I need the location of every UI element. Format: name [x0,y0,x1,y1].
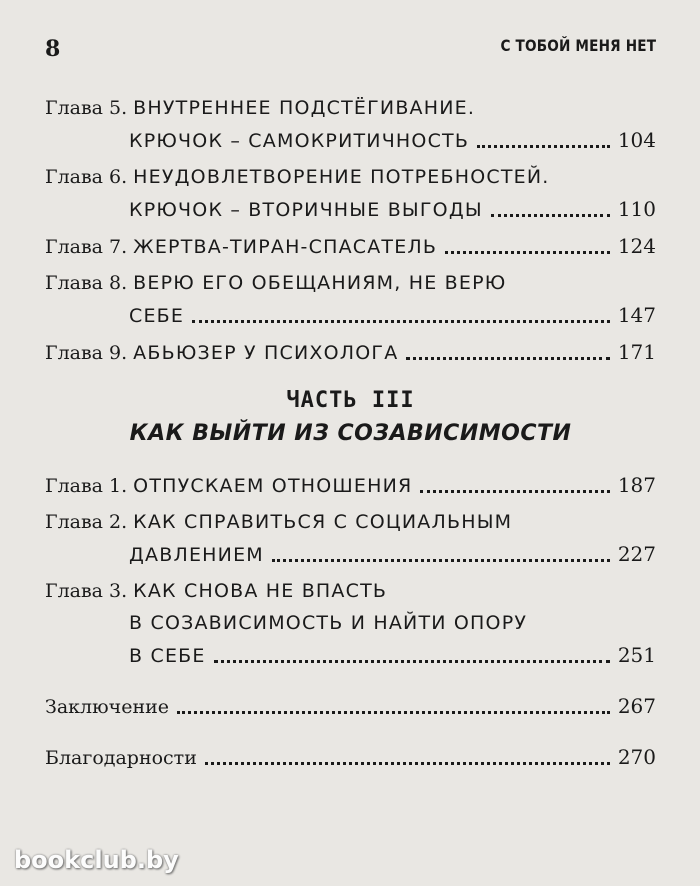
page-ref: 124 [617,234,656,258]
page-ref: 227 [617,542,656,566]
page-ref: 267 [617,694,656,718]
chapter-title-cont: СЕБЕ [129,305,185,327]
toc-entry-ch5[interactable] [45,92,656,157]
part-subtitle: КАК ВЫЙТИ ИЗ СОЗАВИСИМОСТИ [129,421,572,446]
chapter-title-cont: ДАВЛЕНИЕМ [129,544,264,566]
chapter-prefix: Глава 5. [45,97,128,119]
page-ref: 187 [617,473,656,497]
toc-entry-ch8[interactable] [45,267,656,332]
running-head: С ТОБОЙ МЕНЯ НЕТ [500,36,656,55]
page-ref: 270 [617,745,656,769]
page-ref: 104 [617,128,656,152]
chapter-title: ОТПУСКАЕМ ОТНОШЕНИЯ [133,475,413,497]
page-ref: 147 [617,303,656,327]
dot-leader [177,711,610,714]
chapter-title: НЕУДОВЛЕТВОРЕНИЕ ПОТРЕБНОСТЕЙ. [133,166,550,188]
section-title: Заключение [45,696,170,718]
dot-leader [205,762,610,765]
chapter-title: АБЬЮЗЕР У ПСИХОЛОГА [133,342,399,364]
chapter-prefix: Глава 1. [45,475,128,497]
toc-entry-ch9[interactable] [45,336,656,369]
chapter-title-cont: КРЮЧОК – ВТОРИЧНЫЕ ВЫГОДЫ [129,199,483,221]
dot-leader [192,320,610,323]
chapter-title: ВЕРЮ ЕГО ОБЕЩАНИЯМ, НЕ ВЕРЮ [133,272,507,294]
page-ref: 251 [617,643,656,667]
table-of-contents [45,92,656,774]
page-ref: 171 [617,340,656,364]
chapter-prefix: Глава 7. [45,236,128,258]
dot-leader [491,214,610,217]
chapter-prefix: Глава 3. [45,580,128,602]
toc-entry-ch7[interactable] [45,230,656,263]
toc-entry-acknowledgements[interactable] [45,741,656,774]
page-ref: 110 [617,197,656,221]
dot-leader [214,660,610,663]
toc-entry-p3-ch2[interactable] [45,506,656,571]
chapter-title: ЖЕРТВА-ТИРАН-СПАСАТЕЛЬ [133,236,438,258]
chapter-title-cont: В СЕБЕ [129,645,206,667]
part-heading [45,385,656,451]
chapter-prefix: Глава 6. [45,166,128,188]
section-title: Благодарности [45,747,197,769]
chapter-title-cont: В СОЗАВИСИМОСТЬ И НАЙТИ ОПОРУ [129,612,528,634]
toc-entry-p3-ch3[interactable] [45,575,656,672]
toc-entry-p3-ch1[interactable] [45,469,656,502]
dot-leader [477,145,610,148]
part-title: ЧАСТЬ III [286,388,415,413]
chapter-title: КАК СНОВА НЕ ВПАСТЬ [133,580,388,602]
chapter-prefix: Глава 9. [45,342,128,364]
toc-entry-conclusion[interactable] [45,690,656,723]
dot-leader [420,490,609,493]
chapter-prefix: Глава 2. [45,511,128,533]
watermark: bookclub.by [14,846,179,874]
dot-leader [406,357,609,360]
chapter-prefix: Глава 8. [45,272,128,294]
dot-leader [445,251,610,254]
chapter-title: КАК СПРАВИТЬСЯ С СОЦИАЛЬНЫМ [133,511,513,533]
chapter-title: ВНУТРЕННЕЕ ПОДСТЁГИВАНИЕ. [133,97,476,119]
page-number: 8 [45,36,61,62]
dot-leader [272,559,610,562]
toc-entry-ch6[interactable] [45,161,656,226]
chapter-title-cont: КРЮЧОК – САМОКРИТИЧНОСТЬ [129,130,470,152]
